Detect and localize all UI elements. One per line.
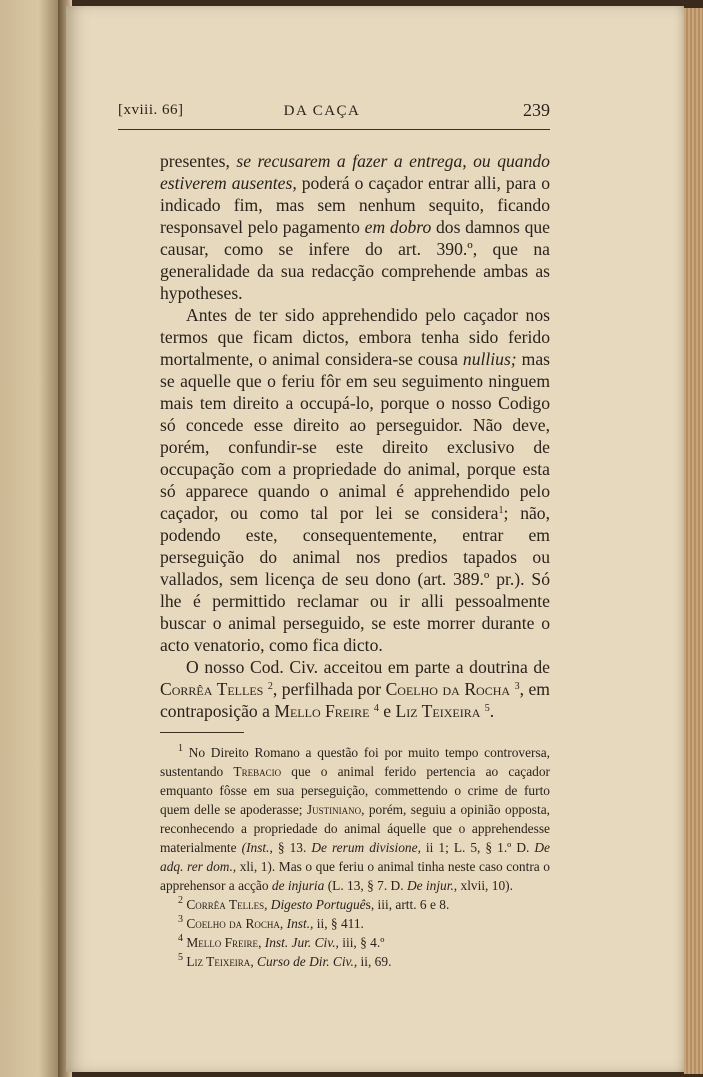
text-run: , (264, 897, 271, 912)
text-run: poderá o caçador entrar alli, para o indicado fim, mas sem nenhum sequito, ficando responsavel pelo pagamento (160, 173, 550, 237)
text-run: ii 1; L. 5, § 1.º D. (420, 840, 535, 855)
text-run: xli, 1). Mas o que feriu o animal tinha neste caso contra o apprehensor a acção (160, 859, 550, 893)
page-number: 239 (523, 100, 550, 120)
running-header (94, 98, 550, 126)
italic-text: Inst. Jur. Civ., (264, 935, 339, 950)
author-name: Mello Freire (186, 935, 259, 950)
paragraph (160, 656, 550, 722)
text-run: , em contraposição a (160, 679, 550, 721)
footnote-marker: 2 (267, 681, 273, 692)
text-run: que o animal ferido pertencia ao caçador emquanto fôsse em sua perseguição, commettendo o crime de furto quem delle se apoderasse; (160, 764, 550, 817)
text-run: . (489, 701, 495, 721)
text-run: e (378, 701, 396, 721)
italic-text: Curso de Dir. Civ., (257, 954, 358, 969)
italic-text: De injur., (406, 878, 458, 893)
footnote (160, 895, 550, 914)
text-run: , perfilhada por (272, 679, 386, 699)
author-name: Liz Teixeira (395, 701, 481, 721)
page-content (94, 98, 550, 971)
author-name: Justiniano (306, 802, 362, 817)
text-run: ; não, podendo este, consequentemente, entrar em perseguição do animal nos predios tapados ou vallados, sem licença de seu dono (art. 389.º pr.). Só lhe é permittido reclamar ou ir alli pessoalmente buscar o animal perseguido, se este morrer durante o acto venatorio, como fica dicto. (160, 503, 550, 655)
italic-text: de injuria (271, 878, 325, 893)
footnote-rule (160, 732, 244, 733)
text-run: ii, 69. (357, 954, 392, 969)
text-run: mas se aquelle que o feriu fôr em seu seguimento ninguem mais tem direito a occupá-lo, porque o nosso Codigo só concede esse direito ao perseguidor. Não deve, porém, confundir-se este direito exclusivo de occupação com a propriedade do animal, porque esta só apparece quando o animal é apprehendido pelo caçador, ou como tal por lei se considera (160, 349, 550, 523)
running-title: DA CAÇA (283, 103, 361, 119)
author-name: Trebacio (233, 764, 282, 779)
italic-text: nullius; (462, 349, 517, 369)
text-run: , (258, 935, 265, 950)
author-name: Corrêa Telles (186, 897, 265, 912)
footnote-marker: 5 (484, 703, 490, 714)
author-name: Coelho da Rocha (385, 679, 511, 699)
text-run: presentes, (160, 151, 237, 171)
footnote (160, 933, 550, 952)
italic-text: Inst., (286, 916, 314, 931)
text-run: (L. 13, § 7. D. (324, 878, 407, 893)
text-run: dos damnos que causar, como se infere do art. 390.º, que na generalidade da sua redacção comprehende ambas as hypotheses. (160, 217, 550, 303)
footnote-marker: 5 (178, 952, 183, 963)
text-run: Antes de ter sido apprehendido pelo caçador nos termos que ficam dictos, embora tenha sido ferido mortalmente, o animal considera-se cousa (160, 305, 550, 369)
paragraph (160, 150, 550, 304)
footnote-marker: 3 (514, 681, 520, 692)
text-run: No Direito Romano a questão foi por muito tempo controversa, sustentando (160, 745, 550, 779)
footnote (160, 914, 550, 933)
italic-text: (Inst. (241, 840, 270, 855)
footnote-marker: 4 (178, 933, 183, 944)
text-run: , (250, 954, 258, 969)
footnote-marker: 2 (178, 895, 183, 906)
body-text (160, 150, 550, 722)
page-edges (684, 8, 703, 1074)
italic-text: se recusarem a fazer a entrega, ou quando estiverem ausentes, (160, 151, 550, 193)
paragraph (160, 304, 550, 656)
italic-text: De adq. rer dom., (160, 840, 550, 874)
italic-text: De rerum divisione, (311, 840, 421, 855)
text-run: , (279, 916, 287, 931)
footnote-marker: 1 (178, 743, 183, 754)
author-name: Liz Teixeira (186, 954, 251, 969)
footnote-marker: 1 (498, 505, 504, 516)
footnote (160, 743, 550, 895)
text-run: xlvii, 10). (457, 878, 513, 893)
author-name: Corrêa Telles (160, 679, 264, 699)
facing-page-edge (0, 0, 64, 1077)
footnote-marker: 3 (178, 914, 183, 925)
text-run: , § 13. (269, 840, 312, 855)
text-run: , porém, seguiu a opinião opposta, reconhecendo a propriedade do animal áquelle que o apprehendesse materialmente (160, 802, 550, 855)
text-run: O nosso Cod. Civ. acceitou em parte a doutrina de (186, 657, 550, 677)
italic-text: em dobro (364, 217, 432, 237)
section-reference: [xviii. 66] (118, 102, 184, 118)
text-run: iii, § 4.º (338, 935, 385, 950)
text-run: ii, § 411. (313, 916, 364, 931)
footnote-marker: 4 (373, 703, 379, 714)
footnote (160, 952, 550, 971)
author-name: Coelho da Rocha (186, 916, 280, 931)
text-run: s, iii, artt. 6 e 8. (365, 897, 450, 912)
header-rule (118, 129, 550, 130)
italic-text: Digesto Portuguê (270, 897, 366, 912)
author-name: Mello Freire (274, 701, 370, 721)
footnotes (160, 743, 550, 971)
